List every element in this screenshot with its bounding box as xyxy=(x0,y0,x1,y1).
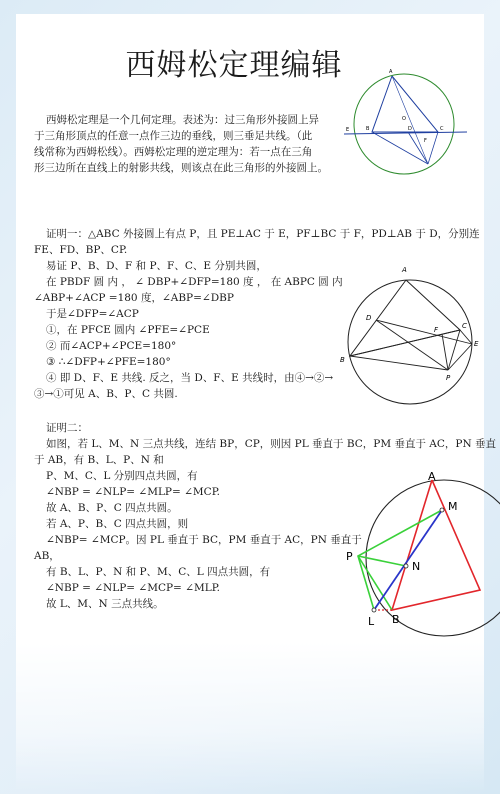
fig2-label: A xyxy=(402,266,407,274)
fig3-circumcircle xyxy=(366,480,500,636)
fig1-perp-1 xyxy=(428,132,438,164)
proof2-line-6: 故 A、B、P、C 四点共圆。 xyxy=(46,502,178,514)
fig1-perp-2 xyxy=(372,132,428,164)
proof2-line-4: P、M、C、L 分别四点共圆，有 xyxy=(46,470,198,482)
intro-line-4: 形三边所在直线上的射影共线，则该点在此三角形的外接圆上。 xyxy=(34,162,328,174)
page-fade xyxy=(16,642,484,792)
figure-1-circle-diagram xyxy=(342,64,472,194)
fig2-label: E xyxy=(474,340,479,348)
fig1-label: A xyxy=(389,69,393,75)
intro-line-3: 线常称为西姆松线）。西姆松定理的逆定理为：若一点在三角 xyxy=(34,146,313,158)
fig2-label: F xyxy=(434,326,439,334)
fig3-label: P xyxy=(346,550,353,563)
fig1-label: B xyxy=(366,126,370,132)
fig3-label: B xyxy=(392,613,400,626)
fig1-circumcircle xyxy=(354,74,454,174)
proof2-line-12: 故 L、M、N 三点共线。 xyxy=(46,598,164,610)
fig3-triangle xyxy=(392,480,480,610)
intro-line-1: 西姆松定理是一个几何定理。表述为：过三角形外接圆上异 xyxy=(46,114,319,126)
proof1-line-5: ∠ABP+∠ACP =180 度，∠ABP=∠DBP xyxy=(34,292,234,304)
fig2-label: B xyxy=(340,356,345,364)
fig1-label: D xyxy=(408,126,412,132)
proof2-line-3: 于 AB，有 B、L、P、N 和 xyxy=(34,454,164,466)
proof1-line-3: 易证 P、B、D、F 和 P、F、C、E 分别共圆， xyxy=(46,260,267,272)
fig3-perpendiculars xyxy=(358,510,442,610)
fig3-point-l xyxy=(372,608,376,612)
proof1-line-11: ③→①可见 A、B、P、C 共圆. xyxy=(34,388,178,400)
proof2-line-5: ∠NBP = ∠NLP= ∠MLP= ∠MCP. xyxy=(46,486,220,498)
proof1-line-7: ①，在 PFCE 圆内 ∠PFE=∠PCE xyxy=(46,324,210,336)
proof2-line-7: 若 A、P、B、C 四点共圆，则 xyxy=(46,518,189,530)
intro-line-2: 于三角形顶点的任意一点作三边的垂线，则三垂足共线。（此 xyxy=(34,130,313,142)
fig3-label: N xyxy=(412,560,421,573)
fig1-label: E xyxy=(346,127,350,133)
proof1-line-2: FE、FD、BP、CP. xyxy=(34,244,128,256)
fig3-point-n xyxy=(404,564,408,568)
proof1-line-1: 证明一：△ABC 外接圆上有点 P，且 PE⊥AC 于 E，PF⊥BC 于 F，PD⊥AB 于 D，分别连 xyxy=(46,228,480,240)
page-title: 西姆松定理编辑 xyxy=(125,48,343,83)
fig2-label: P xyxy=(446,374,451,382)
proof1-line-4: 在 PBDF 圆 内 ， ∠ DBP+∠DFP=180 度 ， 在 ABPC 圆 内 xyxy=(46,276,343,288)
fig3-point-m xyxy=(440,508,444,512)
fig1-triangle xyxy=(372,76,438,132)
proof1-line-6: 于是∠DFP=∠ACP xyxy=(46,308,139,320)
fig1-perp-4 xyxy=(392,76,428,164)
fig3-simson-line xyxy=(374,510,442,610)
fig2-line-de xyxy=(376,320,472,344)
proof2-line-1: 证明二： xyxy=(46,422,88,434)
fig1-label: F xyxy=(424,138,427,144)
proof1-line-8: ② 而∠ACP+∠PCE=180° xyxy=(46,340,177,352)
fig3-label: M xyxy=(448,500,458,513)
figure-2-circle-diagram xyxy=(338,258,488,408)
fig1-label: C xyxy=(440,126,444,132)
fig3-label: A xyxy=(428,470,436,483)
fig2-line-fp xyxy=(442,334,448,370)
proof1-line-10: ④ 即 D、F、E 共线. 反之，当 D、F、E 共线时，由④→②→ xyxy=(46,372,334,384)
fig3-perp-pn xyxy=(358,556,406,566)
fig2-label: C xyxy=(462,322,467,330)
proof2-line-10: 有 B、L、P、N 和 P、M、C、L 四点共圆，有 xyxy=(46,566,271,578)
fig2-label: D xyxy=(366,314,372,322)
proof2-line-2: 如图，若 L、M、N 三点共线，连结 BP，CP，则因 PL 垂直于 BC，PM 垂直于 AC，PN 垂直 xyxy=(46,438,496,450)
figure-3-simson-line-diagram xyxy=(344,470,484,630)
proof2-line-8: ∠NBP= ∠MCP。因 PL 垂直于 BC，PM 垂直于 AC，PN 垂直于 xyxy=(46,534,362,546)
proof2-line-11: ∠NBP = ∠NLP= ∠MCP= ∠MLP. xyxy=(46,582,220,594)
fig3-line-pb xyxy=(358,556,392,610)
proof2-line-9: AB， xyxy=(34,550,60,562)
fig3-label: L xyxy=(368,615,375,628)
fig1-label: O xyxy=(402,116,406,122)
proof1-line-9: ③ ∴∠DFP+∠PFE=180° xyxy=(46,356,171,368)
fig2-line-bp xyxy=(350,356,448,370)
fig1-perp-3 xyxy=(408,132,428,164)
